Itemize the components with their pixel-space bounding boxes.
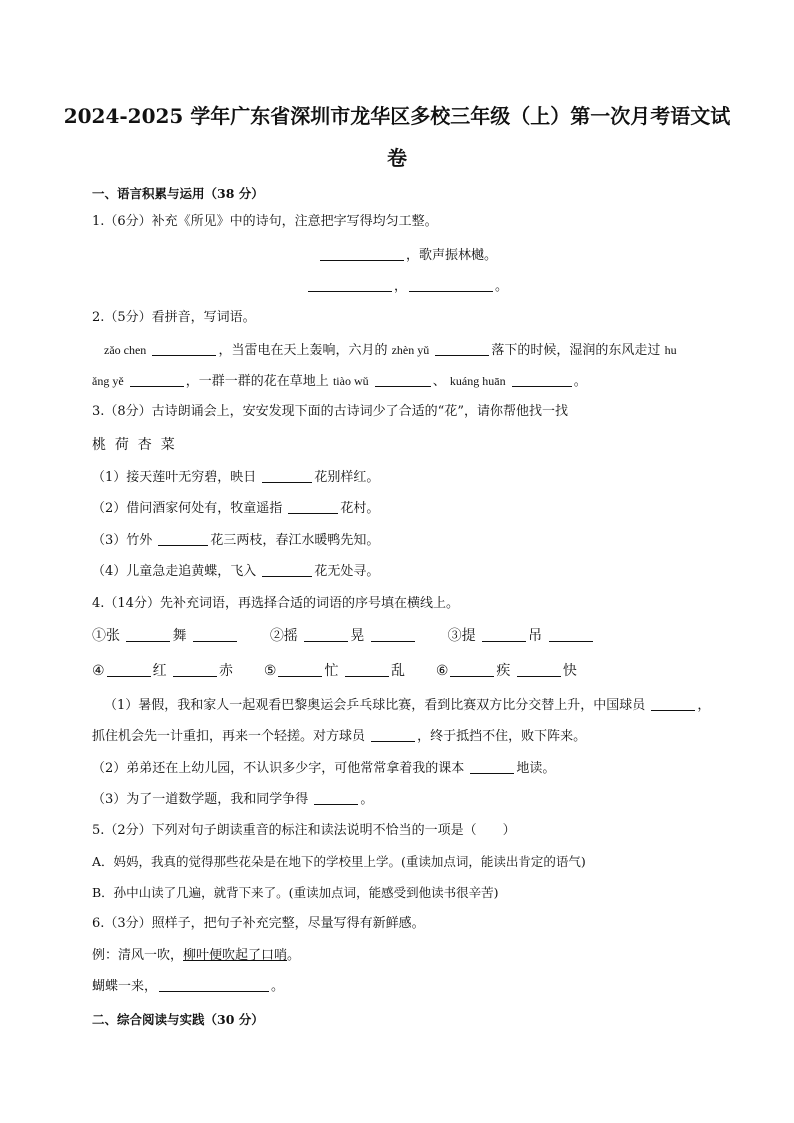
section-heading-2: 二、综合阅读与实践（30 分）	[92, 1012, 264, 1027]
answer-blank[interactable]	[308, 277, 392, 292]
q4-word-2: ②摇 晃	[270, 628, 417, 644]
q4-sentence1-line1: （1）暑假，我和家人一起观看巴黎奥运会乒乓球比赛，看到比赛双方比分交替上升，中国球员 ，	[104, 698, 711, 713]
q1-poem-line1: ，歌声振林樾。	[318, 246, 497, 266]
q3-item4: （4）儿童急走追黄蝶，飞入 花无处寻。	[92, 564, 380, 579]
answer-blank[interactable]	[130, 372, 184, 387]
answer-blank[interactable]	[651, 696, 695, 711]
answer-blank[interactable]	[450, 662, 494, 677]
exam-title-line1: 2024-2025 学年广东省深圳市龙华区多校三年级（上）第一次月考语文试	[63, 104, 731, 128]
q3-item2: （2）借问酒家何处有，牧童遥指 花村。	[92, 501, 380, 516]
q4-word-5: ⑤ 忙 乱	[263, 663, 405, 679]
q3-item1: （1）接天莲叶无穷碧，映日 花别样红。	[92, 470, 380, 485]
exam-title-line2: 卷	[387, 146, 407, 170]
section-heading-1: 一、语言积累与运用（38 分）	[92, 186, 264, 201]
q4-word-6: ⑥ 疾 快	[435, 663, 577, 679]
q3-options: 桃 荷 杏 菜	[92, 437, 175, 453]
q3-item3: （3）竹外 花三两枝，春江水暖鸭先知。	[92, 533, 380, 548]
answer-blank[interactable]	[482, 627, 526, 642]
answer-blank[interactable]	[371, 627, 415, 642]
answer-blank[interactable]	[345, 662, 389, 677]
q4-sentence1-line2: 抓住机会先一计重扣，再来一个轻搓。对方球员 ，终于抵挡不住，败下阵来。	[92, 729, 587, 744]
q5-option-b[interactable]: B．孙中山读了几遍，就背下来了。(重读加点词，能感受到他读书很辛苦)	[92, 885, 499, 900]
q4-word-4: ④ 红 赤	[92, 663, 234, 679]
q1-stem: 1.（6分）补充《所见》中的诗句，注意把字写得均匀工整。	[92, 214, 438, 229]
q5-option-a[interactable]: A．妈妈，我真的觉得那些花朵是在地下的学校里上学。(重读加点词，能读出肯定的语气)	[92, 854, 586, 869]
answer-blank[interactable]	[314, 790, 358, 805]
q2-line1: zǎo chen ，当雷电在天上轰响，六月的 zhèn yǔ 落下的时候，湿润的东风走过 hu	[104, 343, 677, 358]
answer-blank[interactable]	[262, 562, 312, 577]
q4-sentence2: （2）弟弟还在上幼儿园，不认识多少字，可他常常拿着我的课本 地读。	[92, 761, 556, 776]
answer-blank[interactable]	[173, 662, 217, 677]
q5-stem: 5.（2分）下列对句子朗读重音的标注和读法说明不恰当的一项是（ ）	[92, 823, 516, 838]
q4-stem: 4.（14分）先补充词语，再选择合适的词语的序号填在横线上。	[92, 596, 459, 611]
answer-blank[interactable]	[288, 499, 338, 514]
q4-word-3: ③提 吊	[448, 628, 595, 644]
q4-sentence3: （3）为了一道数学题，我和同学争得 。	[92, 792, 374, 807]
answer-blank[interactable]	[152, 341, 216, 356]
q4-word-row2	[92, 661, 577, 681]
answer-blank[interactable]	[371, 727, 415, 742]
answer-blank[interactable]	[512, 372, 572, 387]
answer-blank[interactable]	[107, 662, 151, 677]
answer-blank[interactable]	[435, 341, 489, 356]
answer-blank[interactable]	[409, 277, 493, 292]
answer-blank[interactable]	[517, 662, 561, 677]
q1-poem-line2: ， 。	[306, 277, 508, 297]
q4-word-1: ①张 舞	[92, 628, 239, 644]
answer-blank[interactable]	[158, 531, 208, 546]
answer-blank[interactable]	[159, 977, 269, 992]
answer-blank[interactable]	[278, 662, 322, 677]
answer-blank[interactable]	[304, 627, 348, 642]
answer-blank[interactable]	[126, 627, 170, 642]
q6-task: 蝴蝶一来， 。	[92, 979, 285, 994]
q4-word-row1	[92, 626, 595, 646]
q2-stem: 2.（5分）看拼音，写词语。	[92, 310, 256, 325]
answer-blank[interactable]	[549, 627, 593, 642]
q6-example: 例：清风一吹，柳叶便吹起了口哨。	[92, 948, 301, 963]
q6-stem: 6.（3分）照样子，把句子补充完整，尽量写得有新鲜感。	[92, 916, 425, 931]
q3-stem: 3.（8分）古诗朗诵会上，安安发现下面的古诗词少了合适的“花”，请你帮他找一找	[92, 404, 568, 419]
answer-blank[interactable]	[262, 468, 312, 483]
answer-blank[interactable]	[193, 627, 237, 642]
q2-line2: ǎng yě ，一群一群的花在草地上 tiào wǔ 、 kuáng huān 。	[92, 374, 587, 389]
answer-blank[interactable]	[470, 759, 514, 774]
answer-blank[interactable]	[375, 372, 431, 387]
answer-blank[interactable]	[320, 246, 404, 261]
